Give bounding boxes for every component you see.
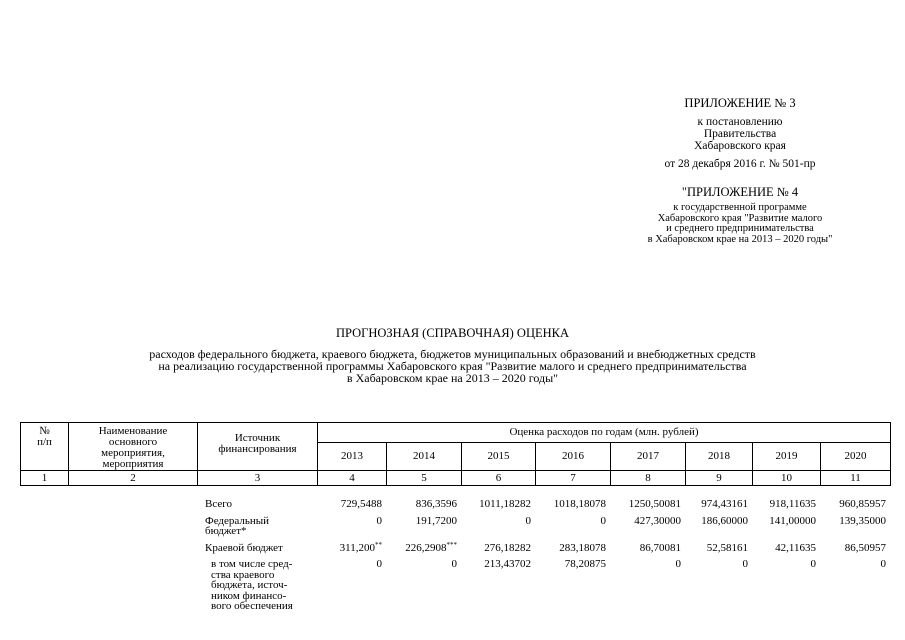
cell-value: [820, 541, 890, 558]
cell-value: [610, 557, 685, 616]
cell-value: [685, 497, 752, 514]
appendix-3-date: от 28 декабря 2016 г. № 501-пр: [664, 158, 816, 170]
cell-value: [752, 557, 820, 616]
cell-value: [386, 514, 461, 541]
cell-source-line: ником финансо-: [211, 589, 287, 602]
cell-name: [68, 541, 197, 558]
header-year: 2013: [318, 442, 387, 470]
cell-value-text: 974,43161: [701, 498, 748, 510]
column-number: 10: [753, 471, 821, 486]
header-source: [198, 423, 318, 471]
cell-value: [317, 497, 386, 514]
header-year: 2017: [611, 442, 686, 470]
cell-value: [461, 541, 535, 558]
cell-value: [610, 497, 685, 514]
cell-value-text: 186,60000: [701, 514, 748, 527]
cell-value: [317, 514, 386, 541]
document-subtitle: [40, 348, 865, 384]
cell-value-text: 1018,18078: [553, 498, 606, 510]
column-number: 7: [536, 471, 611, 486]
table-row: [20, 541, 890, 558]
cell-value-text: 139,35000: [839, 514, 886, 527]
column-number: 11: [821, 471, 891, 486]
cell-name: [68, 497, 197, 514]
cell-source-line: бюджет*: [205, 525, 247, 537]
cell-value-text: 0: [675, 558, 681, 570]
header-name-line: мероприятия,: [101, 447, 165, 459]
cell-source-line: Краевой бюджет: [205, 541, 283, 554]
cell-name: [68, 514, 197, 541]
column-number: 9: [686, 471, 753, 486]
cell-value: [820, 497, 890, 514]
appendix-4-line: и среднего предпринимательства: [666, 223, 814, 234]
header-year: 2019: [753, 442, 821, 470]
cell-source-line: Всего: [205, 498, 232, 510]
header-name-line: мероприятия: [102, 458, 164, 470]
cell-num: [20, 557, 68, 616]
appendix-4-line: к государственной программе: [673, 202, 807, 213]
cell-source-line: вого обеспечения: [211, 600, 293, 612]
cell-value: [685, 541, 752, 558]
cell-source: [197, 514, 317, 541]
cell-value: [461, 497, 535, 514]
cell-value-text: 0: [810, 558, 816, 570]
cell-num: [20, 514, 68, 541]
cell-value-text: 311,200: [339, 541, 375, 554]
cell-source-line: ства краевого: [211, 568, 275, 581]
footnote-mark: ***: [446, 540, 457, 549]
cell-value: [461, 514, 535, 541]
cell-value-text: 960,85957: [839, 498, 886, 510]
cell-value-text: 0: [451, 558, 457, 570]
cell-value: [610, 541, 685, 558]
cell-value-text: 226,2908: [405, 541, 447, 554]
cell-source: [197, 557, 317, 616]
cell-source-line: в том числе сред-: [211, 558, 293, 570]
header-num-line: п/п: [37, 436, 52, 448]
cell-value-text: 1011,18282: [479, 498, 531, 510]
header-source-line: финансирования: [218, 443, 297, 455]
cell-source-line: Федеральный: [205, 514, 270, 527]
cell-value: [610, 514, 685, 541]
cell-value-text: 52,58161: [706, 541, 748, 554]
column-number: 6: [462, 471, 536, 486]
footnote-mark: **: [375, 540, 382, 549]
cell-value: [535, 541, 610, 558]
column-number: 5: [387, 471, 462, 486]
column-number: 8: [611, 471, 686, 486]
appendix-4-line: в Хабаровском крае на 2013 – 2020 годы": [647, 233, 833, 245]
estimate-table-header: [20, 422, 891, 486]
cell-value-text: 191,7200: [415, 514, 457, 527]
cell-value-text: 78,20875: [564, 558, 606, 570]
column-number: 4: [318, 471, 387, 486]
cell-source-line: бюджета, источ-: [211, 579, 288, 591]
cell-value-text: 0: [880, 558, 886, 570]
appendix-3-line: Хабаровского края: [694, 140, 786, 152]
cell-value-text: 0: [525, 514, 531, 527]
appendix-4-title: "ПРИЛОЖЕНИЕ № 4: [681, 185, 799, 199]
cell-value: [386, 557, 461, 616]
cell-source: [197, 541, 317, 558]
header-year: 2016: [536, 442, 611, 470]
column-number: 1: [21, 471, 69, 486]
cell-value-text: 42,11635: [775, 541, 816, 554]
cell-value-text: 729,5488: [340, 498, 382, 510]
cell-value: [386, 497, 461, 514]
cell-value: [535, 557, 610, 616]
document-subtitle-line: в Хабаровском крае на 2013 – 2020 годы": [346, 371, 559, 385]
cell-value-text: 0: [376, 558, 382, 570]
cell-value: [685, 557, 752, 616]
document-subtitle-line: на реализацию государственной программы Хабаровского края "Развитие малого и среднего предпринимательства: [158, 359, 747, 373]
document-subtitle-line: расходов федерального бюджета, краевого бюджета, бюджетов муниципальных образований и внебюджетных средств: [149, 347, 756, 361]
cell-value: [752, 497, 820, 514]
cell-value: [752, 541, 820, 558]
cell-value-text: 836,3596: [415, 498, 457, 510]
cell-value: [461, 557, 535, 616]
header-name: [69, 423, 198, 471]
appendix-header: [620, 96, 860, 245]
appendix-3-title: ПРИЛОЖЕНИЕ № 3: [684, 96, 796, 110]
cell-value-text: 918,11635: [769, 498, 816, 510]
cell-value: [317, 541, 386, 558]
cell-value-text: 1250,50081: [628, 498, 681, 510]
cell-value-text: 276,18282: [484, 541, 531, 554]
table-row: [20, 497, 890, 514]
header-name-line: основного: [108, 436, 158, 448]
cell-num: [20, 541, 68, 558]
header-year: 2020: [821, 442, 891, 470]
cell-value: [386, 541, 461, 558]
cell-value-text: 0: [600, 514, 606, 527]
estimate-table-body: [20, 497, 890, 616]
header-name-line: Наименование: [98, 425, 168, 437]
cell-num: [20, 497, 68, 514]
table-row: [20, 557, 890, 616]
cell-value-text: 0: [376, 514, 382, 527]
cell-value: [317, 557, 386, 616]
header-year: 2015: [462, 442, 536, 470]
cell-value: [752, 514, 820, 541]
cell-value-text: 427,30000: [634, 514, 681, 527]
header-num-line: №: [39, 425, 50, 437]
column-number: 3: [198, 471, 318, 486]
cell-value: [820, 557, 890, 616]
header-year: 2014: [387, 442, 462, 470]
header-num: [21, 423, 69, 471]
appendix-3-line: к постановлению: [697, 116, 783, 128]
cell-value: [535, 514, 610, 541]
appendix-4-line: Хабаровского края "Развитие малого: [657, 212, 823, 224]
table-row: [20, 514, 890, 541]
cell-name: [68, 557, 197, 616]
header-source-line: Источник: [234, 432, 281, 444]
appendix-3-line: Правительства: [703, 128, 777, 140]
cell-value-text: 283,18078: [559, 541, 606, 554]
cell-value: [685, 514, 752, 541]
cell-value-text: 86,50957: [844, 541, 886, 554]
column-number: 2: [69, 471, 198, 486]
cell-value-text: 0: [742, 558, 748, 570]
cell-value-text: 141,00000: [769, 514, 816, 527]
cell-value: [820, 514, 890, 541]
header-years-group: Оценка расходов по годам (млн. рублей): [318, 423, 891, 443]
cell-value-text: 213,43702: [484, 558, 531, 570]
header-year: 2018: [686, 442, 753, 470]
document-title: ПРОГНОЗНАЯ (СПРАВОЧНАЯ) ОЦЕНКА: [335, 326, 570, 340]
cell-value: [535, 497, 610, 514]
cell-value-text: 86,70081: [639, 541, 681, 554]
cell-source: [197, 497, 317, 514]
